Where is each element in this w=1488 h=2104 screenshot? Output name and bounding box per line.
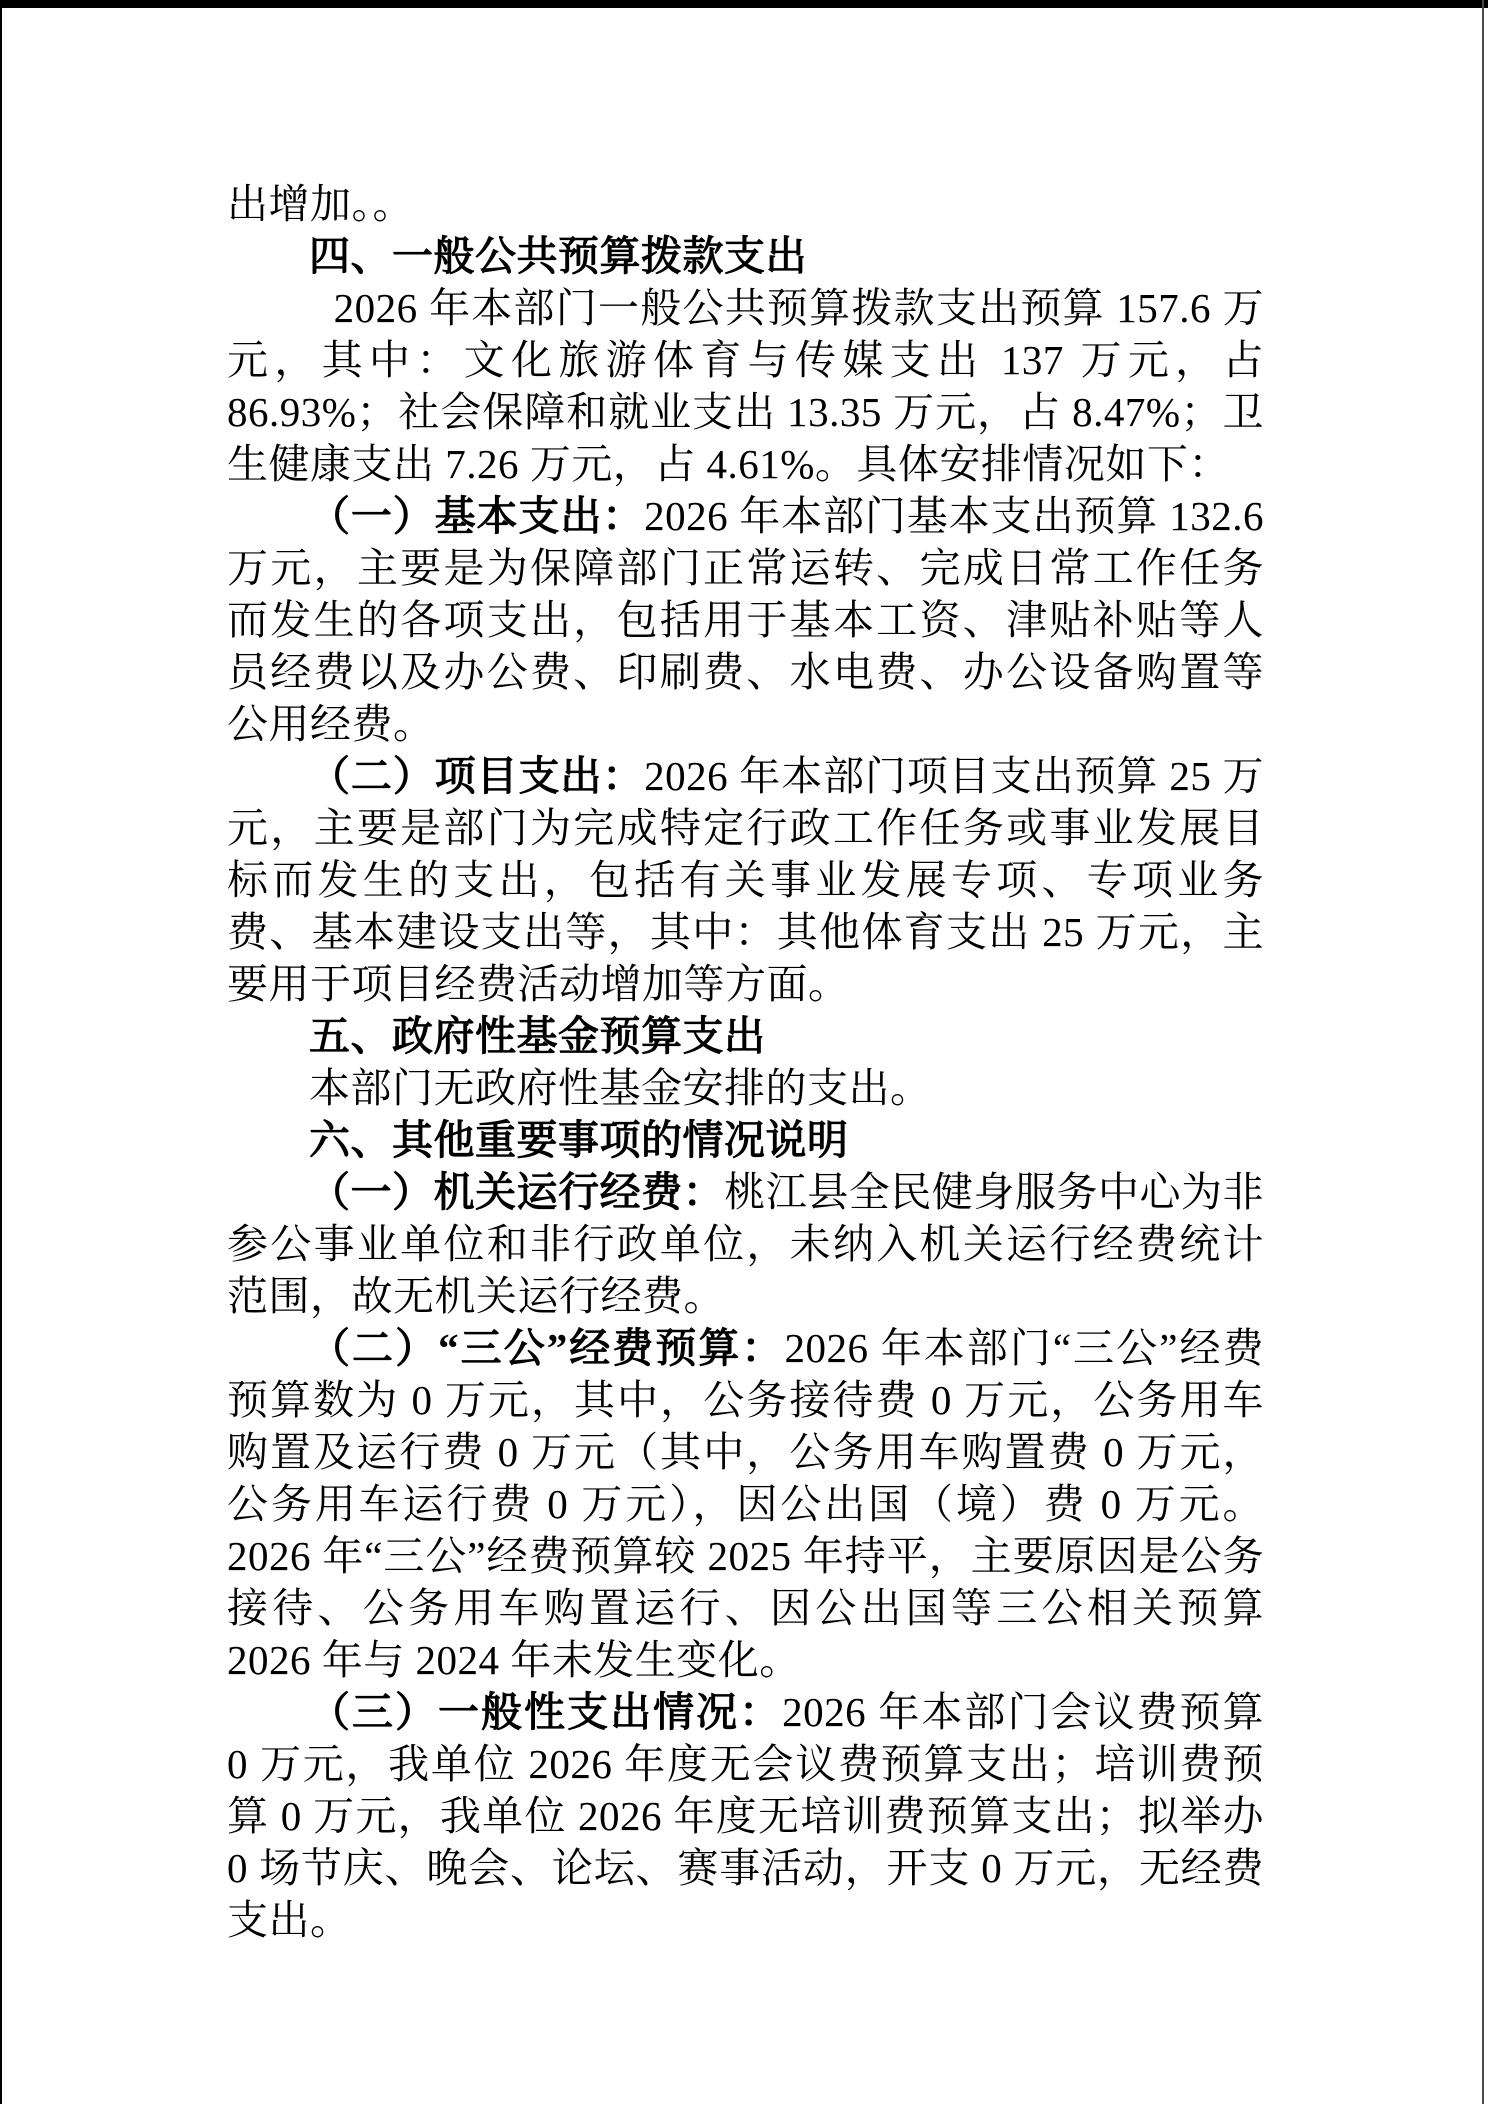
- para-project-expenditure-lead: （二）项目支出：: [309, 753, 645, 799]
- para-three-public-budget-text: 2026 年本部门“三公”经费预算数为 0 万元，其中，公务接待费 0 万元，公务用车购置及运行费 0 万元（其中，公务用车购置费 0 万元，公务用车运行费 0 万元），因公出国（境）费 0 万元。2026 年“三公”经费预算较 2025 年持平，主要原因是公务接待、公务用车购置运行、因公出国等三公相关预算 2026 年与 2024 年未发生变化。: [227, 1325, 1264, 1683]
- para-general-spending: [227, 1686, 1264, 1946]
- para-general-spending-text: 2026 年本部门会议费预算 0 万元，我单位 2026 年度无会议费预算支出；培训费预算 0 万元，我单位 2026 年度无培训费预算支出；拟举办 0 场节庆、晚会、论坛、赛事活动，开支 0 万元，无经费支出。: [227, 1689, 1265, 1943]
- para-project-expenditure-text: 2026 年本部门项目支出预算 25 万元，主要是部门为完成特定行政工作任务或事业发展目标而发生的支出，包括有关事业发展专项、专项业务费、基本建设支出等，其中：其他体育支出 25 万元，主要用于项目经费活动增加等方面。: [227, 753, 1265, 1007]
- heading-section-five: 五、政府性基金预算支出: [309, 1013, 766, 1059]
- para-project-expenditure: [227, 750, 1264, 1010]
- para-basic-expenditure: [227, 490, 1264, 750]
- para-government-fund: 本部门无政府性基金安排的支出。: [309, 1065, 932, 1111]
- page-right-edge: [1482, 0, 1484, 2104]
- para-basic-expenditure-text: 2026 年本部门基本支出预算 132.6 万元，主要是为保障部门正常运转、完成日常工作任务而发生的各项支出，包括用于基本工资、津贴补贴等人员经费以及办公费、印刷费、水电费、办公设备购置等公用经费。: [227, 493, 1265, 747]
- para-general-spending-lead: （三）一般性支出情况：: [309, 1689, 783, 1735]
- para-basic-expenditure-lead: （一）基本支出：: [309, 493, 645, 539]
- para-operating-funds: [227, 1166, 1264, 1322]
- para-three-public-budget-lead: （二）“三公”经费预算：: [309, 1325, 785, 1371]
- heading-section-six: 六、其他重要事项的情况说明: [309, 1117, 849, 1163]
- para-operating-funds-lead: （一）机关运行经费：: [309, 1169, 725, 1215]
- para-three-public-budget: [227, 1322, 1264, 1686]
- para-operating-funds-text: 桃江县全民健身服务中心为非参公事业单位和非行政单位，未纳入机关运行经费统计范围，故无机关运行经费。: [227, 1169, 1265, 1319]
- para-general-public-budget: 2026 年本部门一般公共预算拨款支出预算 157.6 万元，其中：文化旅游体育与传媒支出 137 万元，占 86.93%；社会保障和就业支出 13.35 万元，占 8.47%；卫生健康支出 7.26 万元，占 4.61%。具体安排情况如下：: [227, 285, 1264, 487]
- page-top-edge: [0, 0, 1488, 8]
- page-left-edge: [0, 0, 2, 2104]
- heading-section-four: 四、一般公共预算拨款支出: [309, 233, 807, 279]
- document-body: [227, 178, 1264, 1946]
- para-carryover: 出增加。。: [227, 181, 414, 227]
